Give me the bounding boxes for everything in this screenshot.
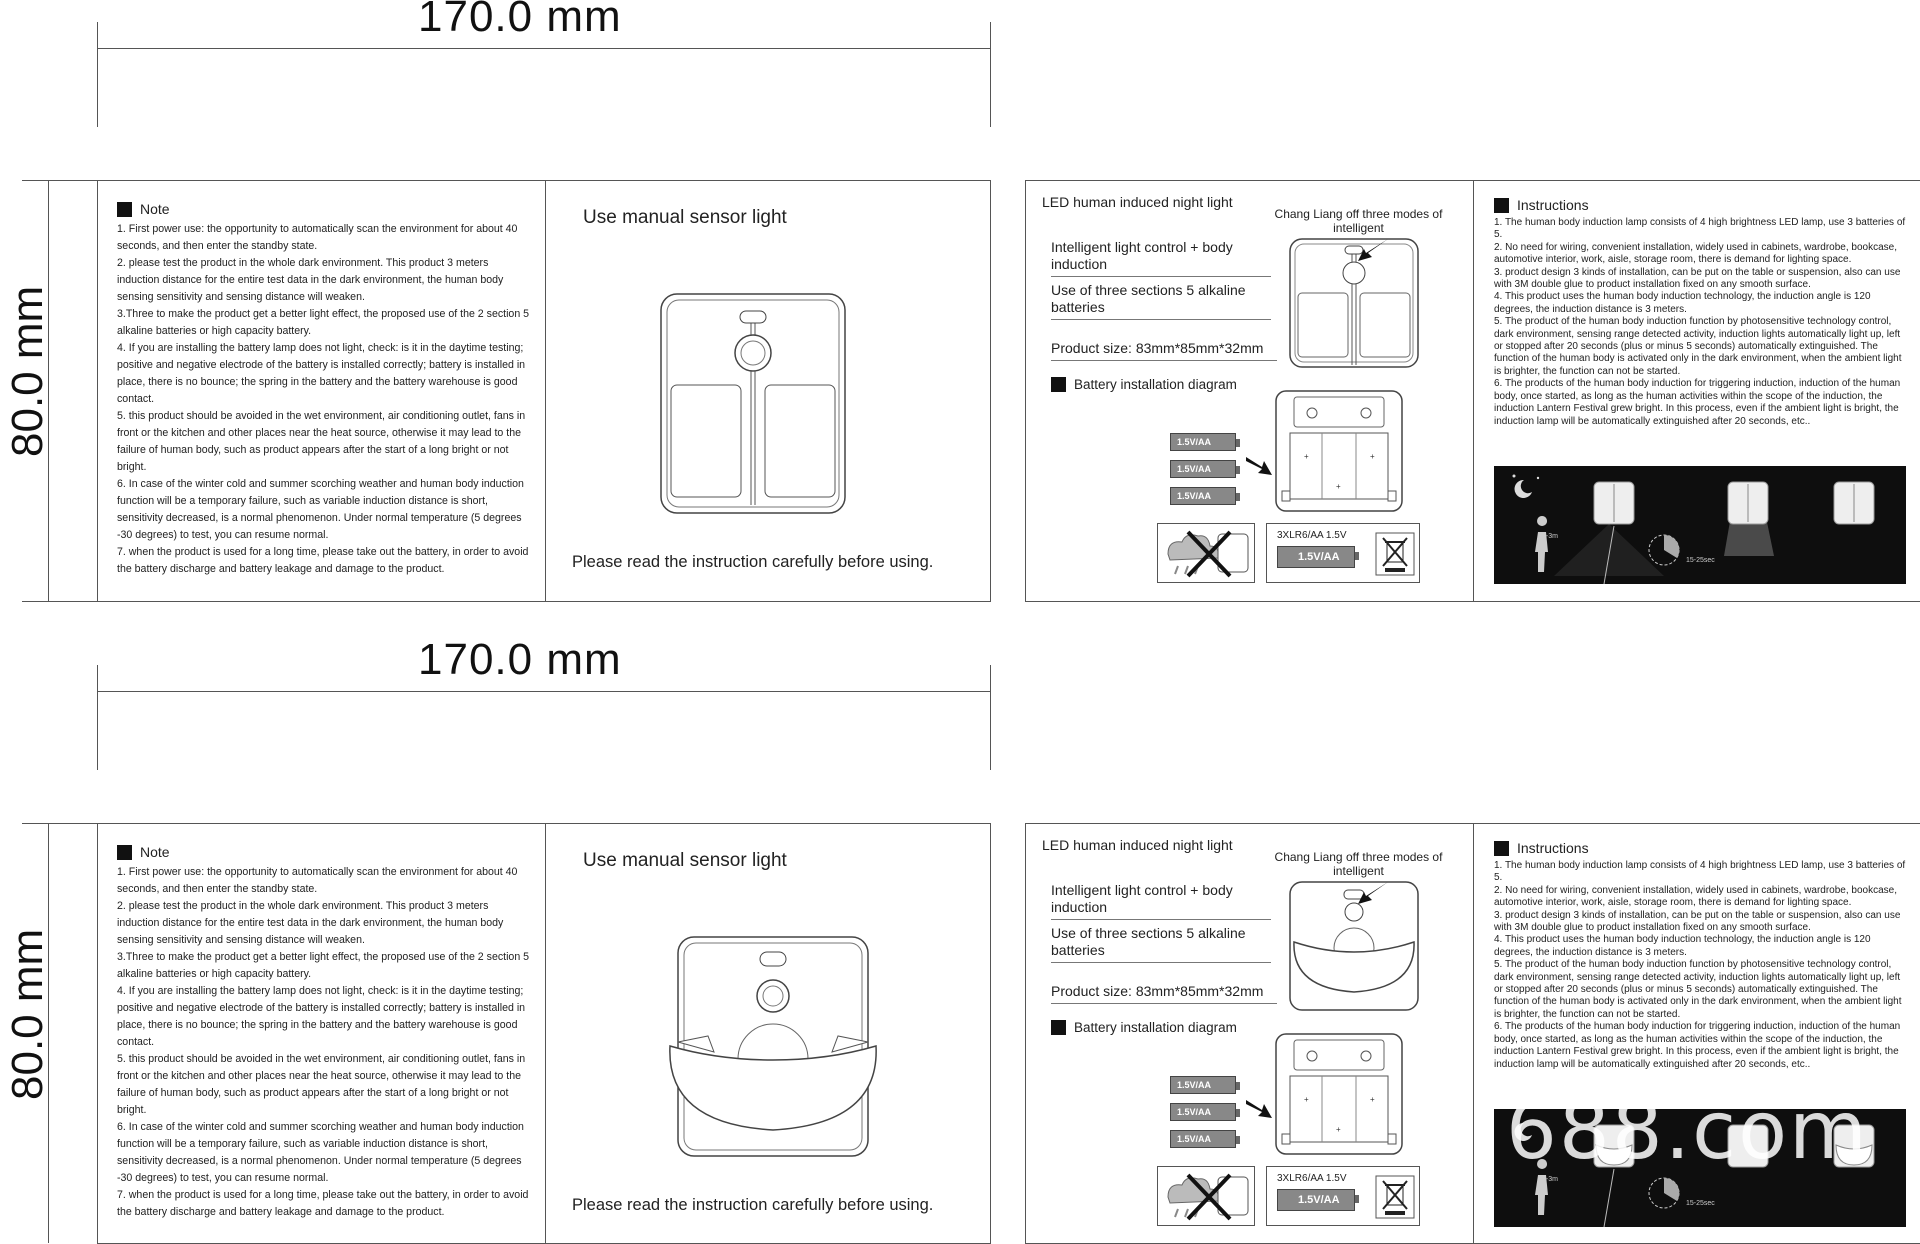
no-water-icon (1158, 524, 1254, 582)
note-section (117, 201, 531, 578)
modes-label: Chang Liang off three modes of intelligent (1274, 850, 1443, 878)
modes-label: Chang Liang off three modes of intelligent (1274, 207, 1443, 235)
feature-1: Intelligent light control + body induction (1051, 239, 1271, 277)
instruction-item: 1. The human body induction lamp consists of 4 high brightness LED lamp, use 3 batteries of 5. (1494, 860, 1906, 884)
warning-box (1157, 1166, 1255, 1226)
battery-3: 1.5V/AA (1170, 487, 1236, 505)
watermark-text: 688.com (1506, 1084, 1869, 1177)
front-title: Use manual sensor light (583, 207, 787, 228)
instruction-item: 5. The product of the human body induction function by photosensitive technology control, dark environment, sensing range detected activity, induction lights automatically light up, left or stopped after 20 seconds (plus or minus 5 seconds) automatically extinguished. The function of the human body is activated only in the dark environment, when the ambient light is brighter, the function can not be started. (1494, 316, 1902, 377)
instruction-item: 4. This product uses the human body induction technology, the induction angle is 120 degrees, the induction distance is 3 meters. (1494, 934, 1871, 958)
instruction-item: 6. The products of the human body induction for triggering induction, induction of the human body, once started, as long as the human activities within the scope of the induction, the induction Lantern Festival grew bright. In this process, even if the ambient light is bright, the induction lamp will be automatically extinguished after 20 seconds, etc.. (1494, 378, 1901, 427)
note-item: 7. when the product is used for a long time, please take out the battery, in order to avoid the battery discharge and battery leakage and damage to the product. (117, 1189, 529, 1218)
panel-spec-instructions (1025, 823, 1920, 1244)
instruction-item: 2. No need for wiring, convenient installation, widely used in cabinets, wardrobe, bookcase, automotive interior, work, aisle, storage room, there is demand for lighting space. (1494, 884, 1898, 909)
note-section (117, 844, 531, 1221)
svg-text:+: + (1370, 1095, 1375, 1104)
note-list (117, 864, 531, 1221)
instruction-item: 4. This product uses the human body induction technology, the induction angle is 120 degrees, the induction distance is 3 meters. (1494, 291, 1871, 315)
panel-note-front (97, 823, 991, 1244)
product-back-drawing (1288, 237, 1420, 369)
instructions-section (1494, 197, 1906, 428)
svg-text:+: + (1336, 482, 1341, 491)
dimension-tick (22, 601, 97, 602)
arrow-icon (1356, 237, 1390, 263)
instruction-item: 6. The products of the human body induction for triggering induction, induction of the human body, once started, as long as the human activities within the scope of the induction, the induction Lantern Festival grew bright. In this process, even if the ambient light is bright, the induction lamp will be automatically extinguished after 20 seconds, etc.. (1494, 1021, 1901, 1070)
note-item: 6. In case of the winter cold and summer scorching weather and human body induction function will be a temporary failure, such as variable induction distance is short, sensitivity decreased, is a normal phenomenon. Under normal temperature (5 degrees -30 degrees) to test, you can resume normal. (117, 1121, 524, 1184)
moon-icon (1515, 480, 1532, 498)
instruction-item: 3. product design 3 kinds of installation, can be put on the table or suspension, also can use with 3M double glue to product installation fixed on any smooth surface. (1494, 909, 1901, 934)
svg-text:+: + (1304, 1095, 1309, 1104)
sensor-light-front-drawing (658, 291, 848, 516)
bullet-square-icon (1051, 1020, 1066, 1035)
product-moon-drawing (1288, 880, 1420, 1012)
recycle-bin-icon (1375, 1175, 1415, 1219)
note-list (117, 221, 531, 578)
width-dimension-line (97, 48, 990, 49)
time-label: 15-25sec (1686, 557, 1715, 564)
person-icon (1535, 516, 1548, 572)
battery-large: 1.5V/AA (1277, 1189, 1355, 1211)
note-item: 1. First power use: the opportunity to automatically scan the environment for about 40 seconds, and then enter the standby state. (117, 223, 518, 252)
note-item: 1. First power use: the opportunity to automatically scan the environment for about 40 seconds, and then enter the standby state. (117, 866, 518, 895)
front-footer: Please read the instruction carefully before using. (572, 1196, 934, 1214)
battery-spec: 3XLR6/AA 1.5V (1277, 1173, 1347, 1184)
product-size: Product size: 83mm*85mm*32mm (1051, 983, 1277, 1004)
battery-title: Battery installation diagram (1074, 377, 1237, 392)
svg-text:+: + (1304, 452, 1309, 461)
recycle-bin-icon (1375, 532, 1415, 576)
battery-title: Battery installation diagram (1074, 1020, 1237, 1035)
note-item: 4. If you are installing the battery lamp does not light, check: is it in the daytime testing; positive and negative electrode of the battery is installed correctly; battery is installed in place, there is no bounce; the spring in the battery and the battery warehouse is good contact. (117, 985, 526, 1048)
panel-spec-instructions (1025, 180, 1920, 602)
height-dimension-label: 80.0 mm (3, 285, 52, 457)
battery-spec-box (1266, 1166, 1420, 1226)
distance-label: 0-3m (1542, 533, 1558, 540)
arrow-icon (1356, 880, 1390, 906)
battery-2: 1.5V/AA (1170, 1103, 1236, 1121)
warning-box (1157, 523, 1255, 583)
svg-text:+: + (1336, 1125, 1341, 1134)
usage-illustration (1494, 466, 1906, 584)
dimension-tick (990, 22, 991, 127)
front-title: Use manual sensor light (583, 850, 787, 871)
width-dimension-line (97, 691, 990, 692)
dimension-tick (990, 665, 991, 770)
battery-2: 1.5V/AA (1170, 460, 1236, 478)
battery-section (1051, 377, 1237, 392)
battery-large: 1.5V/AA (1277, 546, 1355, 568)
panel-note-front (97, 180, 991, 602)
feature-1: Intelligent light control + body induction (1051, 882, 1271, 920)
width-dimension-label: 170.0 mm (418, 0, 622, 41)
dimension-tick (97, 22, 98, 127)
instruction-item: 3. product design 3 kinds of installation, can be put on the table or suspension, also can use with 3M double glue to product installation fixed on any smooth surface. (1494, 266, 1901, 291)
bullet-square-icon (1051, 377, 1066, 392)
bullet-square-icon (1494, 198, 1509, 213)
note-item: 6. In case of the winter cold and summer scorching weather and human body induction function will be a temporary failure, such as variable induction distance is short, sensitivity decreased, is a normal phenomenon. Under normal temperature (5 degrees -30 degrees) to test, you can resume normal. (117, 478, 524, 541)
note-item: 2. please test the product in the whole dark environment. This product 3 meters induction distance for the entire test data in the dark environment, the human body sensing sensitivity and sensing distance will weaken. (117, 257, 504, 303)
panel-divider (545, 181, 546, 601)
panel-divider (1473, 824, 1474, 1243)
bullet-square-icon (117, 202, 132, 217)
product-name: LED human induced night light (1042, 194, 1233, 210)
battery-compartment-drawing (1274, 389, 1404, 513)
bullet-square-icon (1494, 841, 1509, 856)
no-water-icon (1158, 1167, 1254, 1225)
dimension-tick (97, 665, 98, 770)
arrow-icon (1244, 1096, 1274, 1120)
battery-1: 1.5V/AA (1170, 1076, 1236, 1094)
svg-text:+: + (1370, 452, 1375, 461)
battery-spec: 3XLR6/AA 1.5V (1277, 530, 1347, 541)
width-dimension-label: 170.0 mm (418, 635, 622, 684)
battery-spec-box (1266, 523, 1420, 583)
panel-divider (545, 824, 546, 1243)
battery-3: 1.5V/AA (1170, 1130, 1236, 1148)
distance-label: 0-3m (1542, 1176, 1558, 1183)
instruction-item: 1. The human body induction lamp consists of 4 high brightness LED lamp, use 3 batteries of 5. (1494, 217, 1906, 241)
battery-1: 1.5V/AA (1170, 433, 1236, 451)
feature-2: Use of three sections 5 alkaline batteries (1051, 925, 1271, 963)
battery-section (1051, 1020, 1237, 1035)
feature-2: Use of three sections 5 alkaline batteries (1051, 282, 1271, 320)
note-item: 2. please test the product in the whole dark environment. This product 3 meters induction distance for the entire test data in the dark environment, the human body sensing sensitivity and sensing distance will weaken. (117, 900, 504, 946)
note-title: Note (140, 844, 170, 860)
panel-divider (1473, 181, 1474, 601)
instructions-title: Instructions (1517, 197, 1589, 213)
dimension-tick (22, 180, 97, 181)
instruction-item: 2. No need for wiring, convenient installation, widely used in cabinets, wardrobe, bookcase, automotive interior, work, aisle, storage room, there is demand for lighting space. (1494, 241, 1898, 266)
note-item: 5. this product should be avoided in the wet environment, air conditioning outlet, fans in front or the kitchen and other places near the heat source, otherwise it may lead to the failure of human body, such as product appears after the start of a long bright or not bright. (117, 1053, 526, 1116)
note-item: 4. If you are installing the battery lamp does not light, check: is it in the daytime testing; positive and negative electrode of the battery is installed correctly; battery is installed in place, there is no bounce; the spring in the battery and the battery warehouse is good contact. (117, 342, 526, 405)
sensor-light-moon-drawing (658, 934, 888, 1159)
note-item: 7. when the product is used for a long time, please take out the battery, in order to avoid the battery discharge and battery leakage and damage to the product. (117, 546, 529, 575)
instruction-item: 5. The product of the human body induction function by photosensitive technology control, dark environment, sensing range detected activity, induction lights automatically light up, left or stopped after 20 seconds (plus or minus 5 seconds) automatically extinguished. The function of the human body is activated only in the dark environment, when the ambient light is brighter, the function can not be started. (1494, 959, 1902, 1020)
product-size: Product size: 83mm*85mm*32mm (1051, 340, 1277, 361)
dimension-tick (22, 823, 97, 824)
product-name: LED human induced night light (1042, 837, 1233, 853)
note-item: 3.Three to make the product get a better light effect, the proposed use of the 2 section 5 alkaline batteries or high capacity battery. (117, 308, 530, 337)
front-footer: Please read the instruction carefully before using. (572, 553, 934, 571)
instructions-section (1494, 840, 1906, 1071)
time-label: 15-25sec (1686, 1200, 1715, 1207)
note-title: Note (140, 201, 170, 217)
height-dimension-label: 80.0 mm (3, 928, 52, 1100)
bullet-square-icon (117, 845, 132, 860)
instructions-list (1494, 860, 1906, 1071)
battery-compartment-drawing (1274, 1032, 1404, 1156)
arrow-icon (1244, 453, 1274, 477)
instructions-title: Instructions (1517, 840, 1589, 856)
note-item: 3.Three to make the product get a better light effect, the proposed use of the 2 section 5 alkaline batteries or high capacity battery. (117, 951, 530, 980)
note-item: 5. this product should be avoided in the wet environment, air conditioning outlet, fans in front or the kitchen and other places near the heat source, otherwise it may lead to the failure of human body, such as product appears after the start of a long bright or not bright. (117, 410, 526, 473)
instructions-list (1494, 217, 1906, 428)
